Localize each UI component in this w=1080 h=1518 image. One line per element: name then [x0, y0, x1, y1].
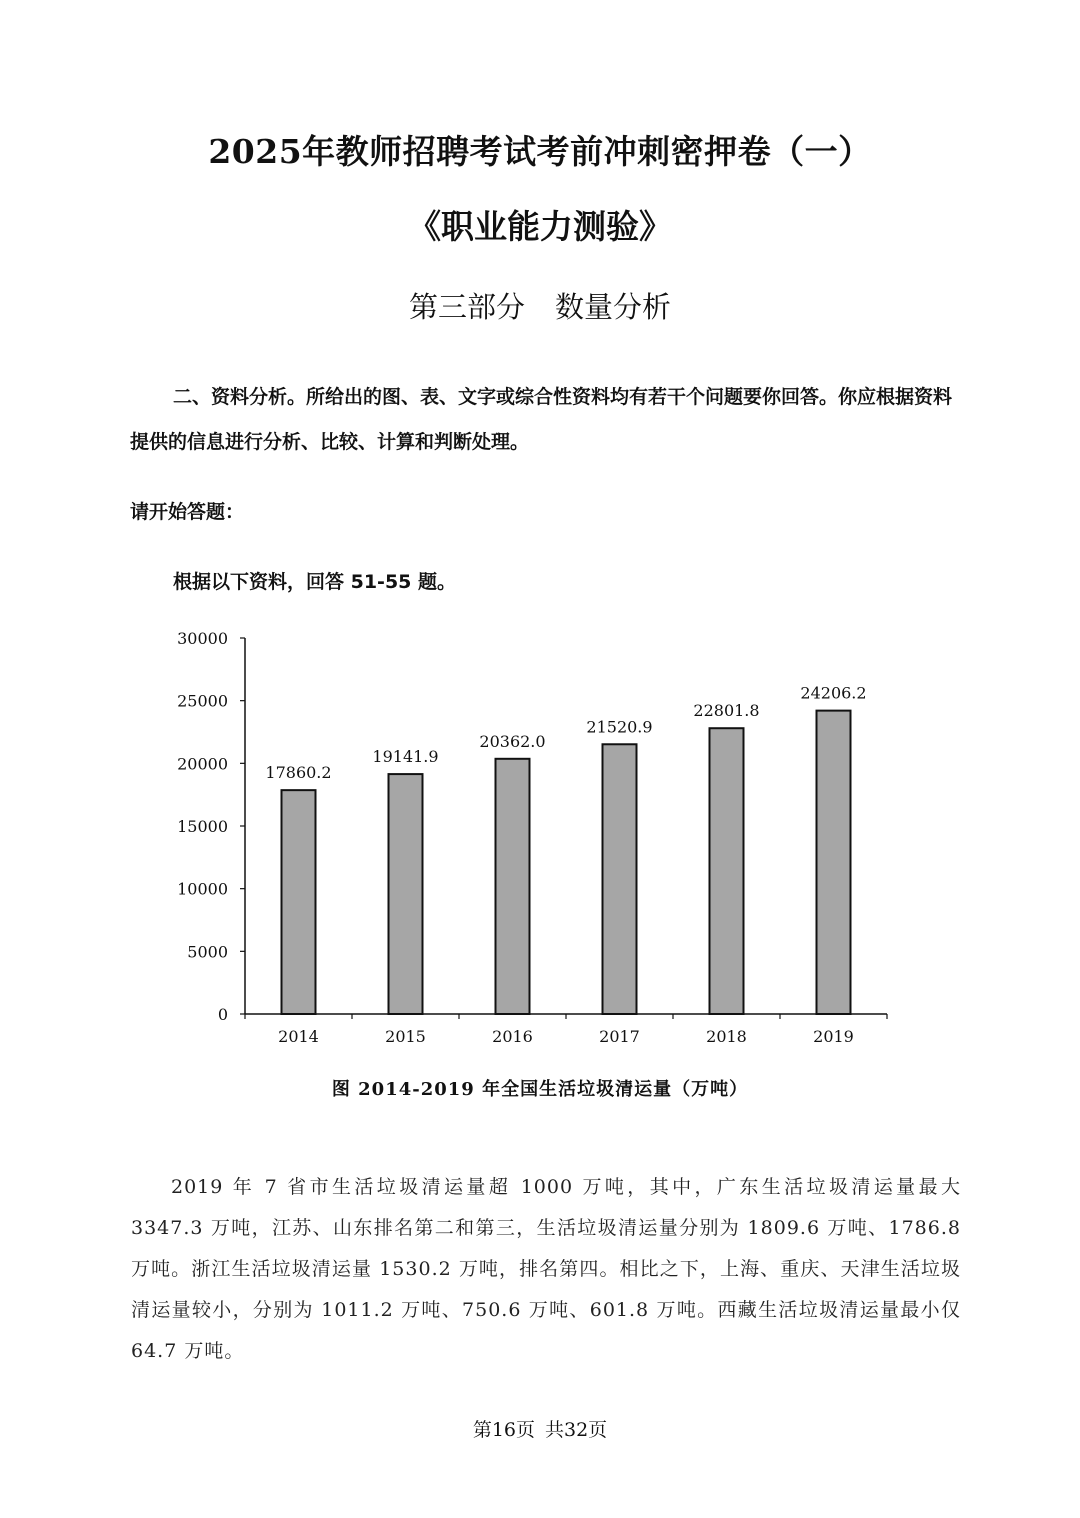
- y-tick-label: 5000: [187, 942, 228, 962]
- current-page: 第16页: [472, 1419, 535, 1441]
- x-tick-label-2018: 2018: [706, 1027, 747, 1046]
- x-axis: [245, 1014, 887, 1046]
- material-intro: 根据以下资料，回答 51-55 题。: [173, 571, 456, 593]
- y-tick-label: 25000: [177, 691, 228, 711]
- data-label-2018: 22801.8: [693, 701, 760, 721]
- data-label-2017: 21520.9: [586, 717, 653, 737]
- x-tick-label-2017: 2017: [599, 1027, 640, 1046]
- material-paragraph: 2019 年 7 省市生活垃圾清运量超 1000 万吨，其中，广东生活垃圾清运量最大 3347.3 万吨，江苏、山东排名第二和第三，生活垃圾清运量分别为 1809.6 万吨、1786.8 万吨。浙江生活垃圾清运量 1530.2 万吨，排名第四。相比之下，上海、重庆、天津生活垃圾清运量较小，分别为 1011.2 万吨、750.6 万吨、601.8 万吨。西藏生活垃圾清运量最小仅 64.7 万吨。: [131, 1176, 961, 1362]
- bar-2019: [817, 711, 851, 1014]
- x-tick-label-2016: 2016: [492, 1027, 533, 1046]
- bar-2018: [710, 728, 744, 1014]
- y-tick-label: 10000: [177, 879, 228, 899]
- section-part-name: 数量分析: [555, 290, 672, 324]
- bar-2015: [389, 774, 423, 1014]
- data-label-2019: 24206.2: [800, 683, 867, 703]
- x-tick-label-2015: 2015: [385, 1027, 426, 1046]
- exam-subject: 《职业能力测验》: [408, 207, 672, 246]
- page-title: 2025年教师招聘考试考前冲刺密押卷（一）: [208, 132, 872, 171]
- y-axis: [177, 629, 245, 1024]
- data-label-2014: 17860.2: [265, 763, 332, 783]
- y-tick-label: 15000: [177, 817, 228, 836]
- data-label-2015: 19141.9: [372, 747, 439, 767]
- start-answering-label: 请开始答题：: [130, 501, 245, 523]
- x-tick-label-2019: 2019: [813, 1027, 854, 1046]
- y-tick-label: 0: [217, 1005, 228, 1024]
- bar-2014: [282, 790, 316, 1014]
- total-pages: 共32页: [545, 1419, 608, 1441]
- chart-caption: 图 2014-2019 年全国生活垃圾清运量（万吨）: [331, 1079, 749, 1100]
- bar-2017: [603, 744, 637, 1014]
- data-labels: [265, 684, 866, 783]
- y-tick-label: 20000: [177, 754, 228, 774]
- x-tick-label-2014: 2014: [278, 1027, 319, 1046]
- bar-2016: [496, 759, 530, 1014]
- y-tick-label: 30000: [177, 629, 228, 648]
- bars: [282, 711, 851, 1014]
- data-label-2016: 20362.0: [479, 731, 546, 751]
- section-instructions: 二、资料分析。所给出的图、表、文字或综合性资料均有若干个问题要你回答。你应根据资料提供的信息进行分析、比较、计算和判断处理。: [130, 386, 953, 453]
- section-part-label: 第三部分: [408, 290, 525, 324]
- page-footer: [0, 1414, 1080, 1446]
